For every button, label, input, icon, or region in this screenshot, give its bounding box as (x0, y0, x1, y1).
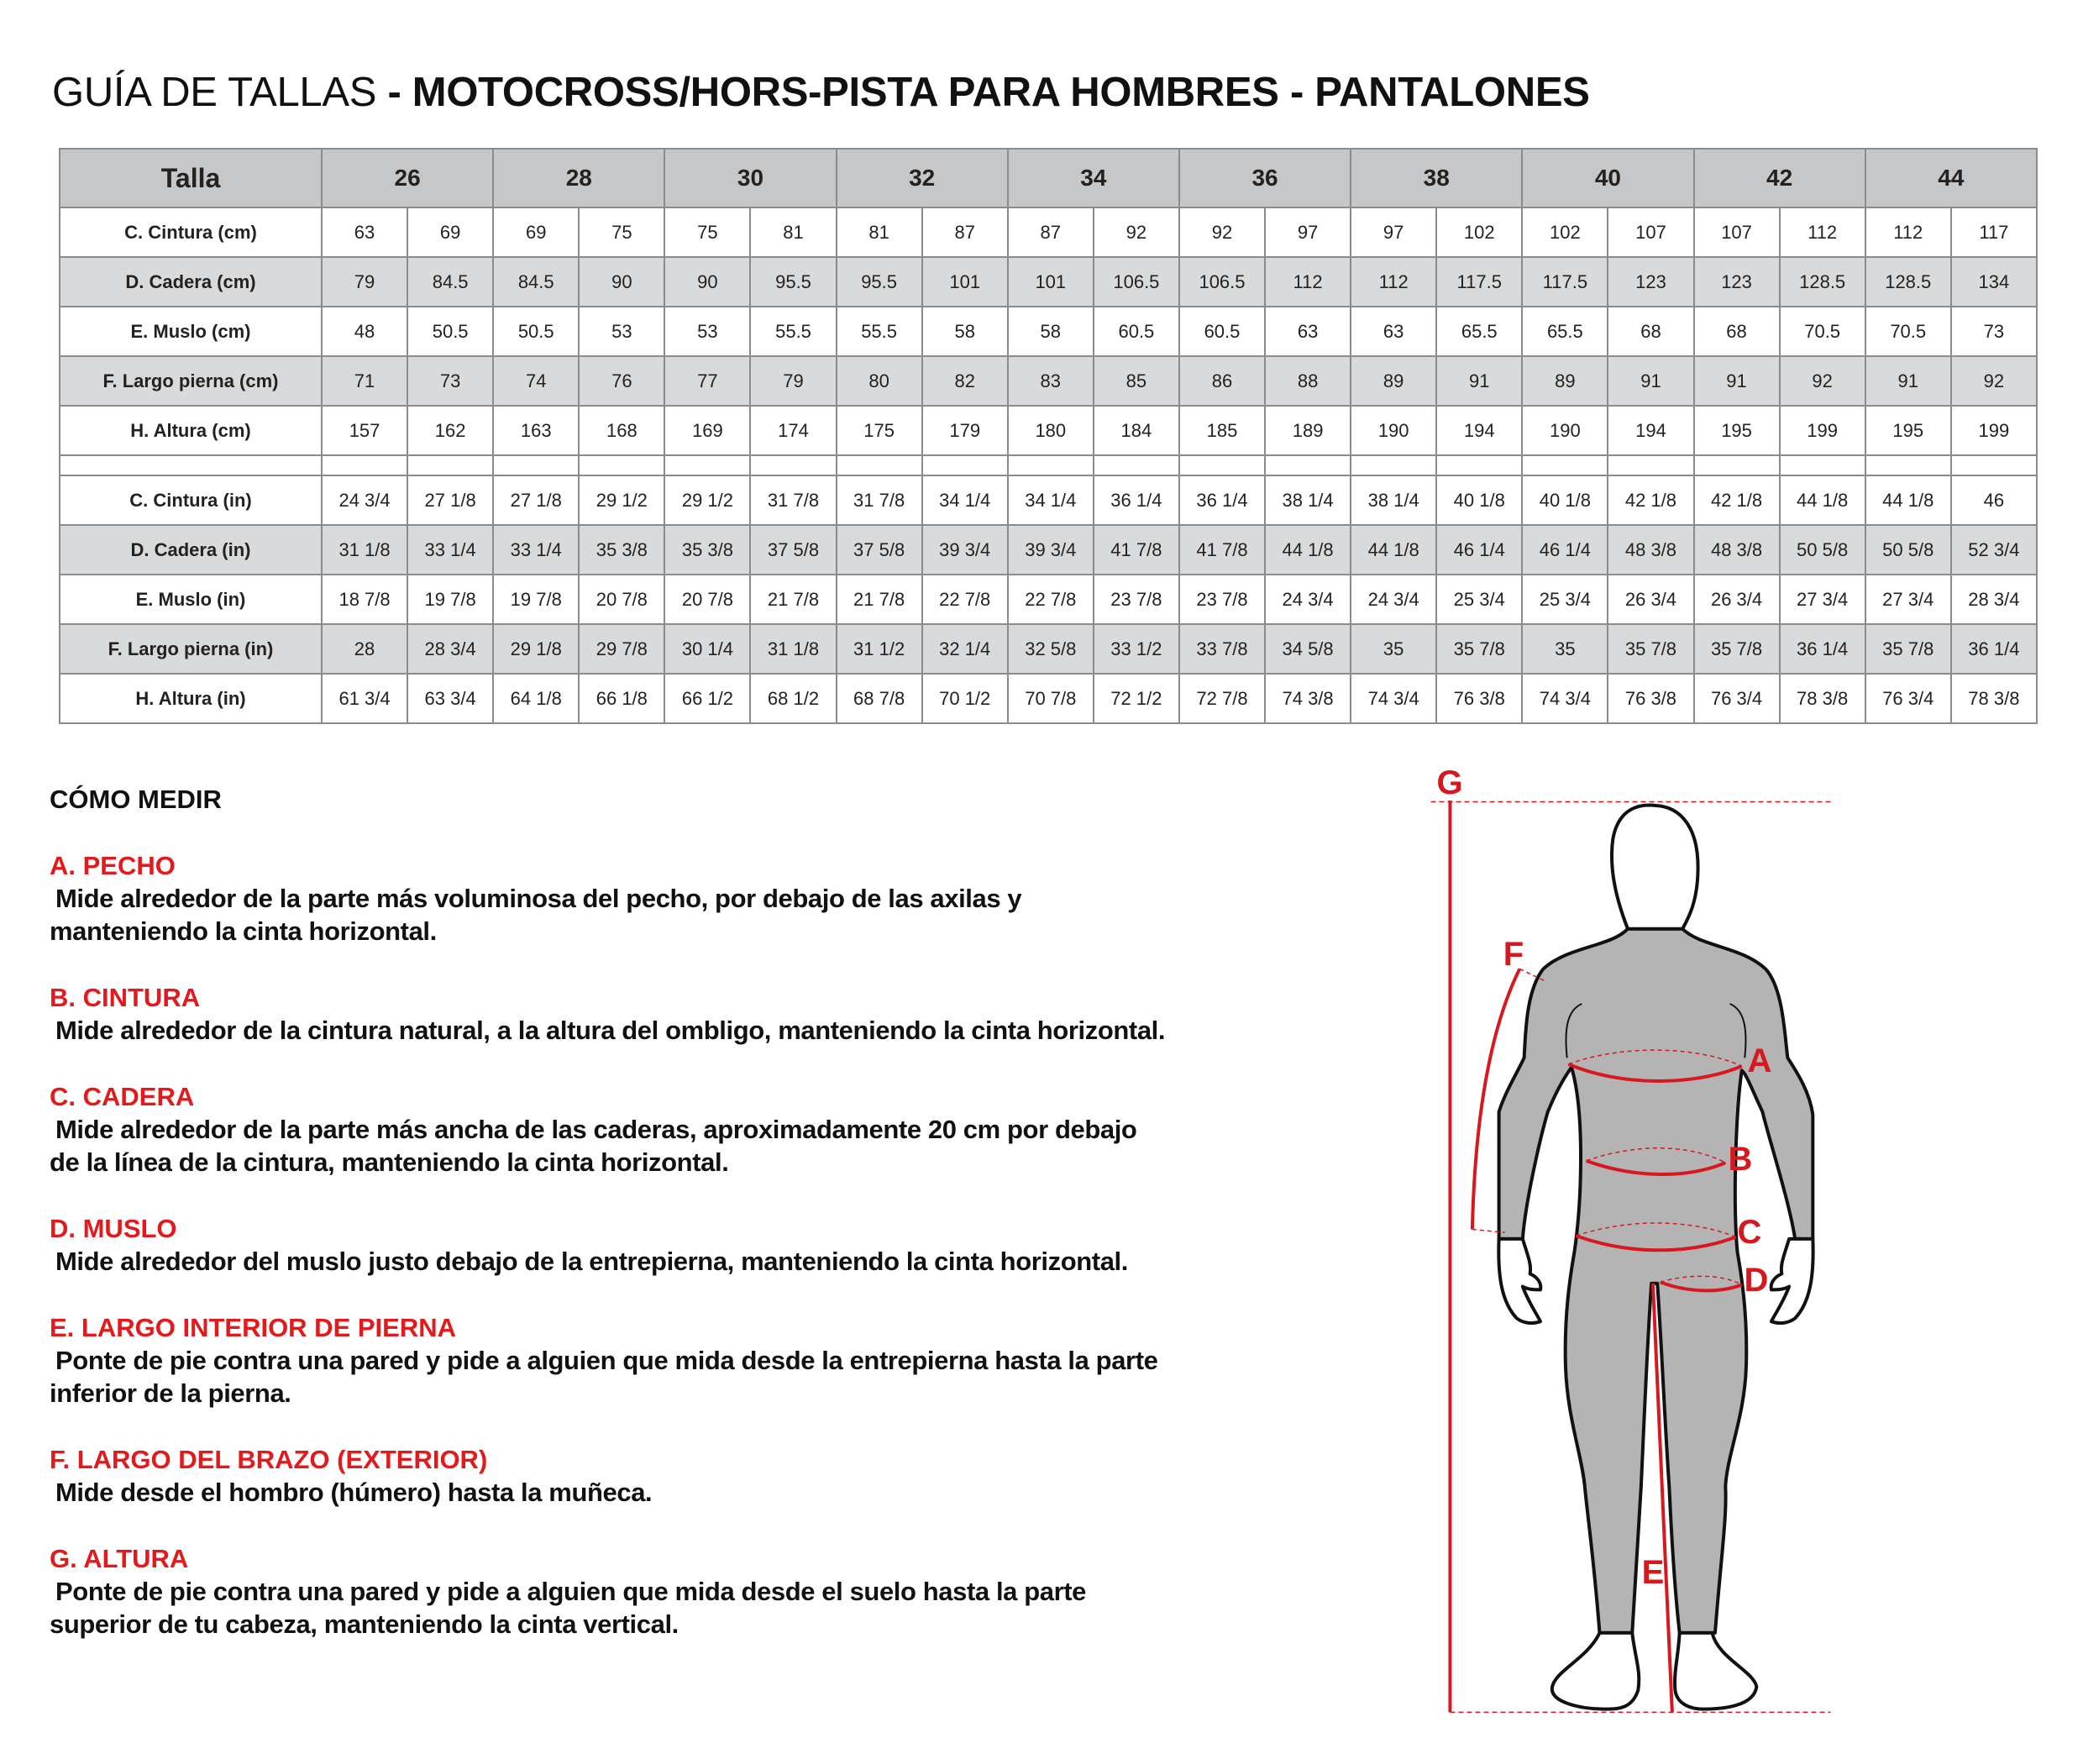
table-spacer-row (60, 455, 2037, 475)
table-cell: 32 1/4 (922, 624, 1008, 674)
table-cell: 24 3/4 (1351, 575, 1436, 624)
table-cell: 55.5 (750, 307, 836, 356)
label-g: G (1436, 764, 1463, 801)
measure-heading: B. CINTURA (50, 982, 201, 1012)
table-cell: 199 (1780, 406, 1865, 455)
table-cell: 123 (1694, 257, 1780, 307)
row-label: H. Altura (in) (60, 674, 322, 723)
table-cell: 21 7/8 (750, 575, 836, 624)
spacer-cell (837, 455, 922, 475)
table-row (60, 207, 2037, 257)
table-cell: 85 (1094, 356, 1179, 406)
table-cell: 48 3/8 (1694, 525, 1780, 575)
measure-description-line: Ponte de pie contra una pared y pide a alguien que mida desde el suelo hasta la parte (55, 1577, 1087, 1607)
table-cell: 50.5 (493, 307, 579, 356)
table-cell: 194 (1436, 406, 1522, 455)
table-cell: 63 (322, 207, 407, 257)
table-cell: 91 (1865, 356, 1951, 406)
table-cell: 44 1/8 (1351, 525, 1436, 575)
table-cell: 33 1/4 (407, 525, 493, 575)
table-cell: 26 3/4 (1694, 575, 1780, 624)
table-cell: 65.5 (1522, 307, 1608, 356)
size-header: 30 (664, 149, 836, 207)
table-cell: 40 1/8 (1522, 475, 1608, 525)
table-cell: 134 (1951, 257, 2037, 307)
row-label: F. Largo pierna (cm) (60, 356, 322, 406)
table-cell: 190 (1351, 406, 1436, 455)
spacer-cell (750, 455, 836, 475)
table-cell: 128.5 (1780, 257, 1865, 307)
spacer-cell (579, 455, 664, 475)
table-cell: 46 1/4 (1436, 525, 1522, 575)
measure-description-line: Mide alrededor del muslo justo debajo de la entrepierna, manteniendo la cinta horizontal. (55, 1247, 1128, 1277)
table-cell: 48 (322, 307, 407, 356)
head (1612, 805, 1698, 928)
table-cell: 32 5/8 (1008, 624, 1094, 674)
table-cell: 80 (837, 356, 922, 406)
table-cell: 24 3/4 (322, 475, 407, 525)
table-cell: 37 5/8 (750, 525, 836, 575)
table-cell: 53 (664, 307, 750, 356)
table-cell: 42 1/8 (1608, 475, 1693, 525)
table-cell: 117 (1951, 207, 2037, 257)
table-cell: 163 (493, 406, 579, 455)
table-cell: 179 (922, 406, 1008, 455)
table-cell: 81 (837, 207, 922, 257)
table-cell: 46 (1951, 475, 2037, 525)
spacer-cell (1951, 455, 2037, 475)
row-label: C. Cintura (cm) (60, 207, 322, 257)
table-cell: 29 7/8 (579, 624, 664, 674)
size-chart-table (59, 148, 2038, 724)
table-cell: 37 5/8 (837, 525, 922, 575)
row-label: C. Cintura (in) (60, 475, 322, 525)
table-cell: 107 (1694, 207, 1780, 257)
row-label: H. Altura (cm) (60, 406, 322, 455)
table-cell: 74 3/8 (1265, 674, 1351, 723)
table-cell: 39 3/4 (1008, 525, 1094, 575)
table-cell: 180 (1008, 406, 1094, 455)
table-cell: 195 (1694, 406, 1780, 455)
table-cell: 70.5 (1865, 307, 1951, 356)
table-cell: 157 (322, 406, 407, 455)
measure-section (50, 1212, 1410, 1278)
table-cell: 184 (1094, 406, 1179, 455)
table-cell: 25 3/4 (1436, 575, 1522, 624)
table-cell: 189 (1265, 406, 1351, 455)
table-cell: 185 (1179, 406, 1265, 455)
table-cell: 36 1/4 (1179, 475, 1265, 525)
table-cell: 36 1/4 (1951, 624, 2037, 674)
measure-section (50, 849, 1410, 948)
label-a: A (1747, 1042, 1772, 1079)
table-cell: 63 (1265, 307, 1351, 356)
table-cell: 76 3/8 (1436, 674, 1522, 723)
table-cell: 88 (1265, 356, 1351, 406)
table-cell: 74 (493, 356, 579, 406)
size-header: 40 (1522, 149, 1693, 207)
spacer-cell (1694, 455, 1780, 475)
size-header: 28 (493, 149, 664, 207)
table-cell: 44 1/8 (1265, 525, 1351, 575)
table-row (60, 307, 2037, 356)
table-cell: 65.5 (1436, 307, 1522, 356)
table-cell: 20 7/8 (664, 575, 750, 624)
table-cell: 87 (922, 207, 1008, 257)
table-cell: 41 7/8 (1094, 525, 1179, 575)
table-row (60, 257, 2037, 307)
measure-section (50, 1080, 1410, 1179)
table-cell: 60.5 (1094, 307, 1179, 356)
table-cell: 35 (1522, 624, 1608, 674)
measure-description-line: de la línea de la cintura, manteniendo la cinta horizontal. (50, 1147, 729, 1178)
table-cell: 68 (1608, 307, 1693, 356)
table-cell: 44 1/8 (1780, 475, 1865, 525)
table-cell: 89 (1351, 356, 1436, 406)
table-cell: 76 3/8 (1608, 674, 1693, 723)
measure-section (50, 1542, 1410, 1641)
table-cell: 75 (664, 207, 750, 257)
table-cell: 31 1/8 (322, 525, 407, 575)
spacer-cell (60, 455, 322, 475)
spacer-cell (493, 455, 579, 475)
spacer-cell (1094, 455, 1179, 475)
spacer-cell (1608, 455, 1693, 475)
size-header: 42 (1694, 149, 1865, 207)
table-cell: 66 1/8 (579, 674, 664, 723)
spacer-cell (322, 455, 407, 475)
table-cell: 82 (922, 356, 1008, 406)
table-cell: 195 (1865, 406, 1951, 455)
table-cell: 97 (1265, 207, 1351, 257)
label-f: F (1503, 936, 1524, 973)
table-cell: 21 7/8 (837, 575, 922, 624)
table-cell: 68 7/8 (837, 674, 922, 723)
table-cell: 29 1/2 (664, 475, 750, 525)
table-cell: 34 1/4 (922, 475, 1008, 525)
measure-description-line: Mide alrededor de la cintura natural, a la altura del ombligo, manteniendo la cinta horizontal. (55, 1016, 1166, 1046)
table-cell: 92 (1179, 207, 1265, 257)
table-cell: 28 3/4 (407, 624, 493, 674)
table-cell: 25 3/4 (1522, 575, 1608, 624)
table-cell: 38 1/4 (1265, 475, 1351, 525)
table-cell: 68 (1694, 307, 1780, 356)
table-cell: 50 5/8 (1865, 525, 1951, 575)
table-cell: 112 (1265, 257, 1351, 307)
table-cell: 30 1/4 (664, 624, 750, 674)
measure-section (50, 981, 1410, 1047)
table-cell: 106.5 (1094, 257, 1179, 307)
table-cell: 123 (1608, 257, 1693, 307)
table-cell: 27 1/8 (493, 475, 579, 525)
table-cell: 117.5 (1522, 257, 1608, 307)
table-cell: 112 (1351, 257, 1436, 307)
table-cell: 33 1/4 (493, 525, 579, 575)
table-cell: 95.5 (837, 257, 922, 307)
table-cell: 27 3/4 (1780, 575, 1865, 624)
table-cell: 91 (1608, 356, 1693, 406)
table-cell: 35 7/8 (1865, 624, 1951, 674)
table-cell: 41 7/8 (1179, 525, 1265, 575)
table-cell: 90 (664, 257, 750, 307)
spacer-cell (1436, 455, 1522, 475)
table-cell: 40 1/8 (1436, 475, 1522, 525)
spacer-cell (407, 455, 493, 475)
size-header: 38 (1351, 149, 1522, 207)
table-cell: 18 7/8 (322, 575, 407, 624)
table-cell: 46 1/4 (1522, 525, 1608, 575)
size-header-label: Talla (60, 149, 322, 207)
table-cell: 112 (1865, 207, 1951, 257)
table-cell: 48 3/8 (1608, 525, 1693, 575)
spacer-cell (1522, 455, 1608, 475)
measure-description-line: Mide desde el hombro (húmero) hasta la muñeca. (55, 1478, 653, 1508)
how-to-title: CÓMO MEDIR (50, 785, 222, 814)
table-cell: 162 (407, 406, 493, 455)
table-cell: 58 (1008, 307, 1094, 356)
table-cell: 55.5 (837, 307, 922, 356)
table-cell: 81 (750, 207, 836, 257)
table-cell: 27 3/4 (1865, 575, 1951, 624)
table-cell: 73 (1951, 307, 2037, 356)
label-c: C (1737, 1214, 1762, 1251)
table-cell: 35 7/8 (1436, 624, 1522, 674)
table-cell: 35 7/8 (1694, 624, 1780, 674)
table-cell: 20 7/8 (579, 575, 664, 624)
measure-heading: C. CADERA (50, 1081, 195, 1111)
measure-heading: E. LARGO INTERIOR DE PIERNA (50, 1312, 456, 1342)
measure-description-line: Mide alrededor de la parte más voluminosa del pecho, por debajo de las axilas y (55, 883, 1022, 913)
table-cell: 31 1/8 (750, 624, 836, 674)
table-cell: 27 1/8 (407, 475, 493, 525)
table-cell: 102 (1522, 207, 1608, 257)
table-cell: 64 1/8 (493, 674, 579, 723)
body-measurement-diagram (1428, 756, 1890, 1747)
table-cell: 38 1/4 (1351, 475, 1436, 525)
measure-description-line: Ponte de pie contra una pared y pide a alguien que mida desde la entrepierna hasta la parte (55, 1346, 1158, 1376)
row-label: F. Largo pierna (in) (60, 624, 322, 674)
table-row (60, 475, 2037, 525)
right-foot (1675, 1633, 1756, 1709)
label-e: E (1641, 1554, 1665, 1591)
body-figure (1428, 756, 1890, 1747)
table-cell: 36 1/4 (1094, 475, 1179, 525)
table-row (60, 406, 2037, 455)
table-cell: 28 (322, 624, 407, 674)
table-cell: 42 1/8 (1694, 475, 1780, 525)
table-cell: 83 (1008, 356, 1094, 406)
left-hand (1498, 1239, 1540, 1323)
row-label: E. Muslo (in) (60, 575, 322, 624)
table-cell: 101 (1008, 257, 1094, 307)
left-foot (1552, 1633, 1639, 1709)
table-cell: 70.5 (1780, 307, 1865, 356)
measure-section (50, 1311, 1410, 1410)
measure-heading: A. PECHO (50, 850, 176, 880)
table-row (60, 356, 2037, 406)
table-cell: 190 (1522, 406, 1608, 455)
measure-heading: D. MUSLO (50, 1213, 177, 1243)
table-row (60, 674, 2037, 723)
table-cell: 50.5 (407, 307, 493, 356)
table-cell: 61 3/4 (322, 674, 407, 723)
table-cell: 58 (922, 307, 1008, 356)
table-cell: 66 1/2 (664, 674, 750, 723)
table-cell: 117.5 (1436, 257, 1522, 307)
title-bold: - MOTOCROSS/HORS-PISTA PARA HOMBRES - PANTALONES (376, 70, 1590, 115)
table-cell: 169 (664, 406, 750, 455)
table-cell: 33 7/8 (1179, 624, 1265, 674)
table-cell: 35 7/8 (1608, 624, 1693, 674)
table-cell: 23 7/8 (1179, 575, 1265, 624)
table-cell: 175 (837, 406, 922, 455)
table-cell: 72 7/8 (1179, 674, 1265, 723)
table-cell: 31 1/2 (837, 624, 922, 674)
table-cell: 60.5 (1179, 307, 1265, 356)
spacer-cell (1265, 455, 1351, 475)
table-cell: 91 (1436, 356, 1522, 406)
size-header: 34 (1008, 149, 1179, 207)
measure-description-line: superior de tu cabeza, manteniendo la cinta vertical. (50, 1609, 679, 1640)
table-cell: 71 (322, 356, 407, 406)
table-cell: 34 5/8 (1265, 624, 1351, 674)
table-cell: 22 7/8 (922, 575, 1008, 624)
size-header: 26 (322, 149, 493, 207)
table-cell: 68 1/2 (750, 674, 836, 723)
table-cell: 34 1/4 (1008, 475, 1094, 525)
table-cell: 33 1/2 (1094, 624, 1179, 674)
table-cell: 70 1/2 (922, 674, 1008, 723)
table-cell: 90 (579, 257, 664, 307)
table-cell: 84.5 (407, 257, 493, 307)
spacer-cell (1179, 455, 1265, 475)
table-row (60, 624, 2037, 674)
label-b: B (1728, 1141, 1753, 1178)
measure-description-line: manteniendo la cinta horizontal. (50, 916, 437, 947)
table-cell: 199 (1951, 406, 2037, 455)
table-cell: 31 7/8 (837, 475, 922, 525)
table-cell: 92 (1094, 207, 1179, 257)
table-cell: 22 7/8 (1008, 575, 1094, 624)
table-cell: 74 3/4 (1522, 674, 1608, 723)
table-cell: 69 (407, 207, 493, 257)
size-header: 44 (1865, 149, 2037, 207)
table-cell: 77 (664, 356, 750, 406)
table-cell: 63 (1351, 307, 1436, 356)
table-cell: 102 (1436, 207, 1522, 257)
table-cell: 72 1/2 (1094, 674, 1179, 723)
table-cell: 75 (579, 207, 664, 257)
table-cell: 35 3/8 (664, 525, 750, 575)
row-label: D. Cadera (cm) (60, 257, 322, 307)
spacer-cell (922, 455, 1008, 475)
table-cell: 79 (322, 257, 407, 307)
table-cell: 101 (922, 257, 1008, 307)
table-cell: 112 (1780, 207, 1865, 257)
table-cell: 76 (579, 356, 664, 406)
table-cell: 36 1/4 (1780, 624, 1865, 674)
spacer-cell (664, 455, 750, 475)
table-cell: 89 (1522, 356, 1608, 406)
table-cell: 70 7/8 (1008, 674, 1094, 723)
table-cell: 63 3/4 (407, 674, 493, 723)
measure-heading: G. ALTURA (50, 1543, 189, 1573)
table-cell: 95.5 (750, 257, 836, 307)
table-cell: 78 3/8 (1951, 674, 2037, 723)
table-cell: 128.5 (1865, 257, 1951, 307)
table-cell: 26 3/4 (1608, 575, 1693, 624)
table-cell: 92 (1951, 356, 2037, 406)
measure-section (50, 1443, 1410, 1509)
table-cell: 50 5/8 (1780, 525, 1865, 575)
table-cell: 194 (1608, 406, 1693, 455)
table-cell: 86 (1179, 356, 1265, 406)
table-cell: 76 3/4 (1694, 674, 1780, 723)
table-cell: 168 (579, 406, 664, 455)
spacer-cell (1008, 455, 1094, 475)
table-cell: 76 3/4 (1865, 674, 1951, 723)
table-cell: 79 (750, 356, 836, 406)
table-row (60, 575, 2037, 624)
table-cell: 97 (1351, 207, 1436, 257)
table-cell: 29 1/2 (579, 475, 664, 525)
spacer-cell (1780, 455, 1865, 475)
table-cell: 52 3/4 (1951, 525, 2037, 575)
table-cell: 74 3/4 (1351, 674, 1436, 723)
right-hand (1771, 1239, 1813, 1323)
row-label: E. Muslo (cm) (60, 307, 322, 356)
table-cell: 24 3/4 (1265, 575, 1351, 624)
page-title (52, 69, 1590, 116)
row-label: D. Cadera (in) (60, 525, 322, 575)
spacer-cell (1351, 455, 1436, 475)
table-cell: 73 (407, 356, 493, 406)
table-cell: 39 3/4 (922, 525, 1008, 575)
table-cell: 87 (1008, 207, 1094, 257)
table-cell: 106.5 (1179, 257, 1265, 307)
label-d: D (1744, 1262, 1769, 1299)
measure-description-line: Mide alrededor de la parte más ancha de las caderas, aproximadamente 20 cm por debajo (55, 1114, 1137, 1144)
table-cell: 53 (579, 307, 664, 356)
table-cell: 91 (1694, 356, 1780, 406)
table-cell: 174 (750, 406, 836, 455)
table-cell: 31 7/8 (750, 475, 836, 525)
table-row (60, 525, 2037, 575)
table-cell: 84.5 (493, 257, 579, 307)
title-regular: GUÍA DE TALLAS (52, 70, 377, 115)
table-cell: 29 1/8 (493, 624, 579, 674)
measure-heading: F. LARGO DEL BRAZO (EXTERIOR) (50, 1444, 488, 1474)
size-header: 36 (1179, 149, 1351, 207)
table-cell: 28 3/4 (1951, 575, 2037, 624)
table-cell: 19 7/8 (493, 575, 579, 624)
table-cell: 78 3/8 (1780, 674, 1865, 723)
table-cell: 107 (1608, 207, 1693, 257)
measure-description-line: inferior de la pierna. (50, 1378, 291, 1409)
table-cell: 44 1/8 (1865, 475, 1951, 525)
table-cell: 69 (493, 207, 579, 257)
spacer-cell (1865, 455, 1951, 475)
table-cell: 92 (1780, 356, 1865, 406)
table-cell: 35 3/8 (579, 525, 664, 575)
size-header: 32 (837, 149, 1008, 207)
table-cell: 19 7/8 (407, 575, 493, 624)
table-cell: 35 (1351, 624, 1436, 674)
table-cell: 23 7/8 (1094, 575, 1179, 624)
how-to-measure (50, 783, 1410, 1641)
table-header-row (60, 149, 2037, 207)
